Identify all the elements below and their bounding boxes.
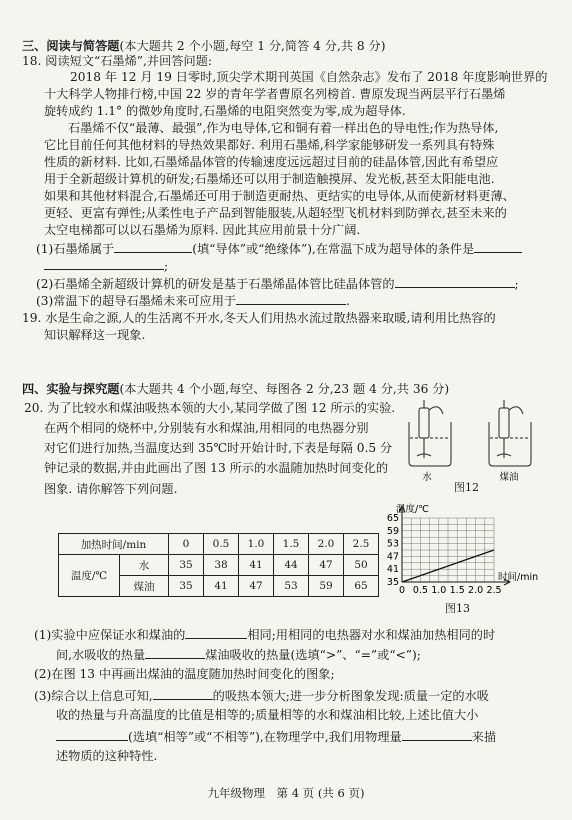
q18-para-line: 2018 年 12 月 19 日零时,顶尖学术期刊英国《自然杂志》发布了 2018 年度影响世界的	[70, 70, 548, 84]
table-row-label: 煤油	[120, 576, 169, 597]
q18-sub1-text-b: (填“导体”或“绝缘体”),在常温下成为超导体的条件是	[192, 242, 475, 256]
x-tick-label: 0.5	[412, 585, 428, 596]
q18-para-line: 太空电梯都可以以石墨烯为原料. 因此其应用前景十分广阔.	[44, 223, 361, 237]
table-cell: 35	[169, 555, 204, 576]
q18-blank-3[interactable]	[395, 275, 515, 288]
q18-para-line: 更轻、更富有弹性;从柔性电子产品到智能服装,从超轻型飞机材料到防弹衣,甚至未来的	[44, 206, 507, 220]
section-3-desc: (本大题共 2 个小题,每空 1 分,简答 4 分,共 8 分)	[119, 39, 386, 53]
q18-para-line: 石墨烯不仅“最薄、最强”,作为电导体,它和铜有着一样出色的导电性;作为热导体,	[68, 121, 499, 135]
q20-ans-3-cont: 收的热量与升高温度的比值是相等的;质量相等的水和煤油相比较,上述比值大小	[56, 708, 479, 722]
figure-12	[405, 398, 555, 488]
chart-xlabel: 时间/min	[498, 572, 539, 583]
x-tick-label: 0	[398, 585, 406, 596]
beaker-oil-icon	[489, 400, 531, 466]
q18-para-line: 性质的新材料. 比如,石墨烯晶体管的传输速度远远超过目前的硅晶体管,因此有希望应	[44, 155, 499, 169]
q20-ans-text: 煤油吸收的热量(选填“>”、“=”或“<”);	[205, 648, 421, 662]
q18-blank-4[interactable]	[236, 292, 346, 305]
chart-grid	[402, 518, 494, 582]
table-cell: 59	[309, 576, 344, 597]
table-cell: 47	[309, 555, 344, 576]
q20-ans-text: 来描	[471, 730, 497, 744]
q18-sub2-text: (2)石墨烯全新超级计算机的研发是基于石墨烯晶体管比硅晶体管的	[36, 277, 395, 291]
q20-ans-3	[34, 687, 489, 704]
q18-sub1-cont	[44, 257, 168, 274]
figure-13-caption: 图13	[445, 602, 470, 615]
q20-ans-text: 间,水吸收的热量	[56, 648, 146, 662]
figure-12-caption: 图12	[454, 481, 479, 494]
q20-blank-2[interactable]	[145, 646, 205, 659]
q20-line: 钟记录的数据,并由此画出了图 13 所示的水温随加热时间变化的	[44, 461, 389, 475]
beaker-water-icon	[409, 400, 451, 466]
q18-sub1-end: ;	[164, 259, 169, 273]
section-4-heading: 四、实验与探究题	[22, 382, 120, 396]
q20-ans-1	[34, 626, 495, 643]
q20-blank-1[interactable]	[185, 626, 247, 639]
q18-sub1-text-a: (1)石墨烯属于	[36, 242, 115, 256]
q20-ans-text: (1)实验中应保证水和煤油的	[34, 628, 186, 642]
q20-blank-4[interactable]	[56, 728, 128, 741]
table-group-label: 温度/℃	[59, 555, 120, 597]
y-tick-label: 65	[386, 513, 399, 524]
q20-blank-3[interactable]	[153, 687, 213, 700]
q18-sub1	[36, 240, 522, 257]
q18-sub3-text: (3)常温下的超导石墨烯未来可应用于	[36, 294, 237, 308]
q20-line: 图象. 请你解答下列问题.	[44, 482, 178, 496]
x-tick-label: 2.5	[486, 585, 502, 596]
x-tick-label: 2.0	[468, 585, 484, 596]
q20-line: 对它们进行加热,当温度达到 35℃时开始计时,下表是每隔 0.5 分	[44, 441, 393, 455]
q18-title: 18. 阅读短文“石墨烯”,并回答问题:	[22, 54, 212, 68]
q20-ans-3-cont3: 述物质的这种特性.	[56, 749, 158, 763]
q18-sub2	[36, 275, 519, 292]
page-footer: 九年级物理 第 4 页 (共 6 页)	[207, 786, 365, 800]
q20-ans-text: (选填“相等”或“不相等”),在物理学中,我们用物理量	[128, 730, 402, 744]
y-tick-label: 35	[386, 577, 399, 588]
table-cell: 50	[344, 555, 379, 576]
q18-blank-1[interactable]	[114, 240, 192, 253]
section-4-header	[22, 381, 449, 397]
table-cell: 35	[169, 576, 204, 597]
table-time-cell: 2.0	[309, 534, 344, 555]
fig12-water-label: 水	[422, 472, 432, 483]
table-time-cell: 0.5	[204, 534, 239, 555]
q18-para-line: 十大科学人物排行榜,中国 22 岁的青年学者曹原名列榜首. 曹原发现当两层平行石墨烯	[44, 87, 506, 101]
y-tick-label: 59	[386, 525, 399, 537]
q20-ans-text: 相同;用相同的电热器对水和煤油加热相同的时	[247, 628, 496, 642]
y-tick-label: 47	[386, 551, 399, 563]
table-cell: 47	[239, 576, 274, 597]
q20-ans-2: (2)在图 13 中再画出煤油的温度随加热时间变化的图象;	[34, 667, 335, 681]
q18-para-line: 如果和其他材料混合,石墨烯还可用于制造更耐热、更结实的电导体,从而使新材料更薄、	[44, 189, 515, 203]
table-time-cell: 1.5	[274, 534, 309, 555]
q18-para-line: 旋转成约 1.1° 的微妙角度时,石墨烯的电阻突然变为零,成为超导体.	[44, 104, 406, 118]
q20-ans-3-cont2	[56, 728, 496, 745]
table-cell: 41	[239, 555, 274, 576]
y-tick-label: 41	[386, 564, 399, 576]
table-time-cell: 1.0	[239, 534, 274, 555]
chart-ticks	[387, 513, 502, 596]
table-row-label: 水	[120, 555, 169, 576]
x-tick-label: 1.0	[431, 585, 447, 596]
table-cell: 65	[344, 576, 379, 597]
q18-blank-2a[interactable]	[474, 240, 522, 253]
section-3-header	[22, 38, 385, 54]
chart-ylabel: 温度/℃	[396, 504, 429, 515]
q20-ans-1-cont	[56, 646, 421, 663]
section-3-heading: 三、阅读与简答题	[22, 39, 120, 53]
q19-line-1: 19. 水是生命之源,人的生活离不开水,冬天人们用热水流过散热器来取暖,请利用比热容的	[22, 311, 496, 325]
q20-ans-text: (3)综合以上信息可知,	[34, 689, 153, 703]
table-cell: 38	[204, 555, 239, 576]
q20-ans-text: 的吸热本领大;进一步分析图象发现:质量一定的水吸	[212, 689, 489, 703]
table-time-cell: 2.5	[344, 534, 379, 555]
section-4-desc: (本大题共 4 个小题,每空、每图各 2 分,23 题 4 分,共 36 分)	[119, 382, 450, 396]
q20-blank-5[interactable]	[402, 728, 472, 741]
x-tick-label: 1.5	[449, 585, 465, 596]
table-cell: 44	[274, 555, 309, 576]
table-header-row	[59, 534, 379, 555]
q18-blank-2b[interactable]	[44, 257, 164, 270]
table-cell: 53	[274, 576, 309, 597]
q18-sub3	[36, 292, 350, 309]
q18-sub2-end: ;	[514, 277, 519, 291]
fig12-oil-label: 煤油	[499, 472, 519, 483]
q18-sub3-end: .	[346, 294, 350, 308]
data-table	[58, 533, 379, 597]
table-cell: 41	[204, 576, 239, 597]
q20-line: 在两个相同的烧杯中,分别装有水和煤油,用相同的电热器分别	[44, 421, 369, 435]
q20-line: 20. 为了比较水和煤油吸热本领的大小,某同学做了图 12 所示的实验.	[24, 401, 396, 415]
table-row	[59, 555, 379, 576]
table-header-label: 加热时间/min	[59, 534, 169, 555]
y-tick-label: 53	[386, 538, 399, 550]
q18-para-line: 它比目前任何其他材料的导热效果都好. 利用石墨烯,科学家能够研发一系列具有特殊	[44, 138, 495, 152]
table-time-cell: 0	[169, 534, 204, 555]
q19-line-2: 知识解释这一现象.	[44, 328, 146, 342]
q18-para-line: 用于全新超级计算机的研发;石墨烯还可以用于制造触摸屏、发光板,甚至太阳能电池.	[44, 172, 495, 186]
